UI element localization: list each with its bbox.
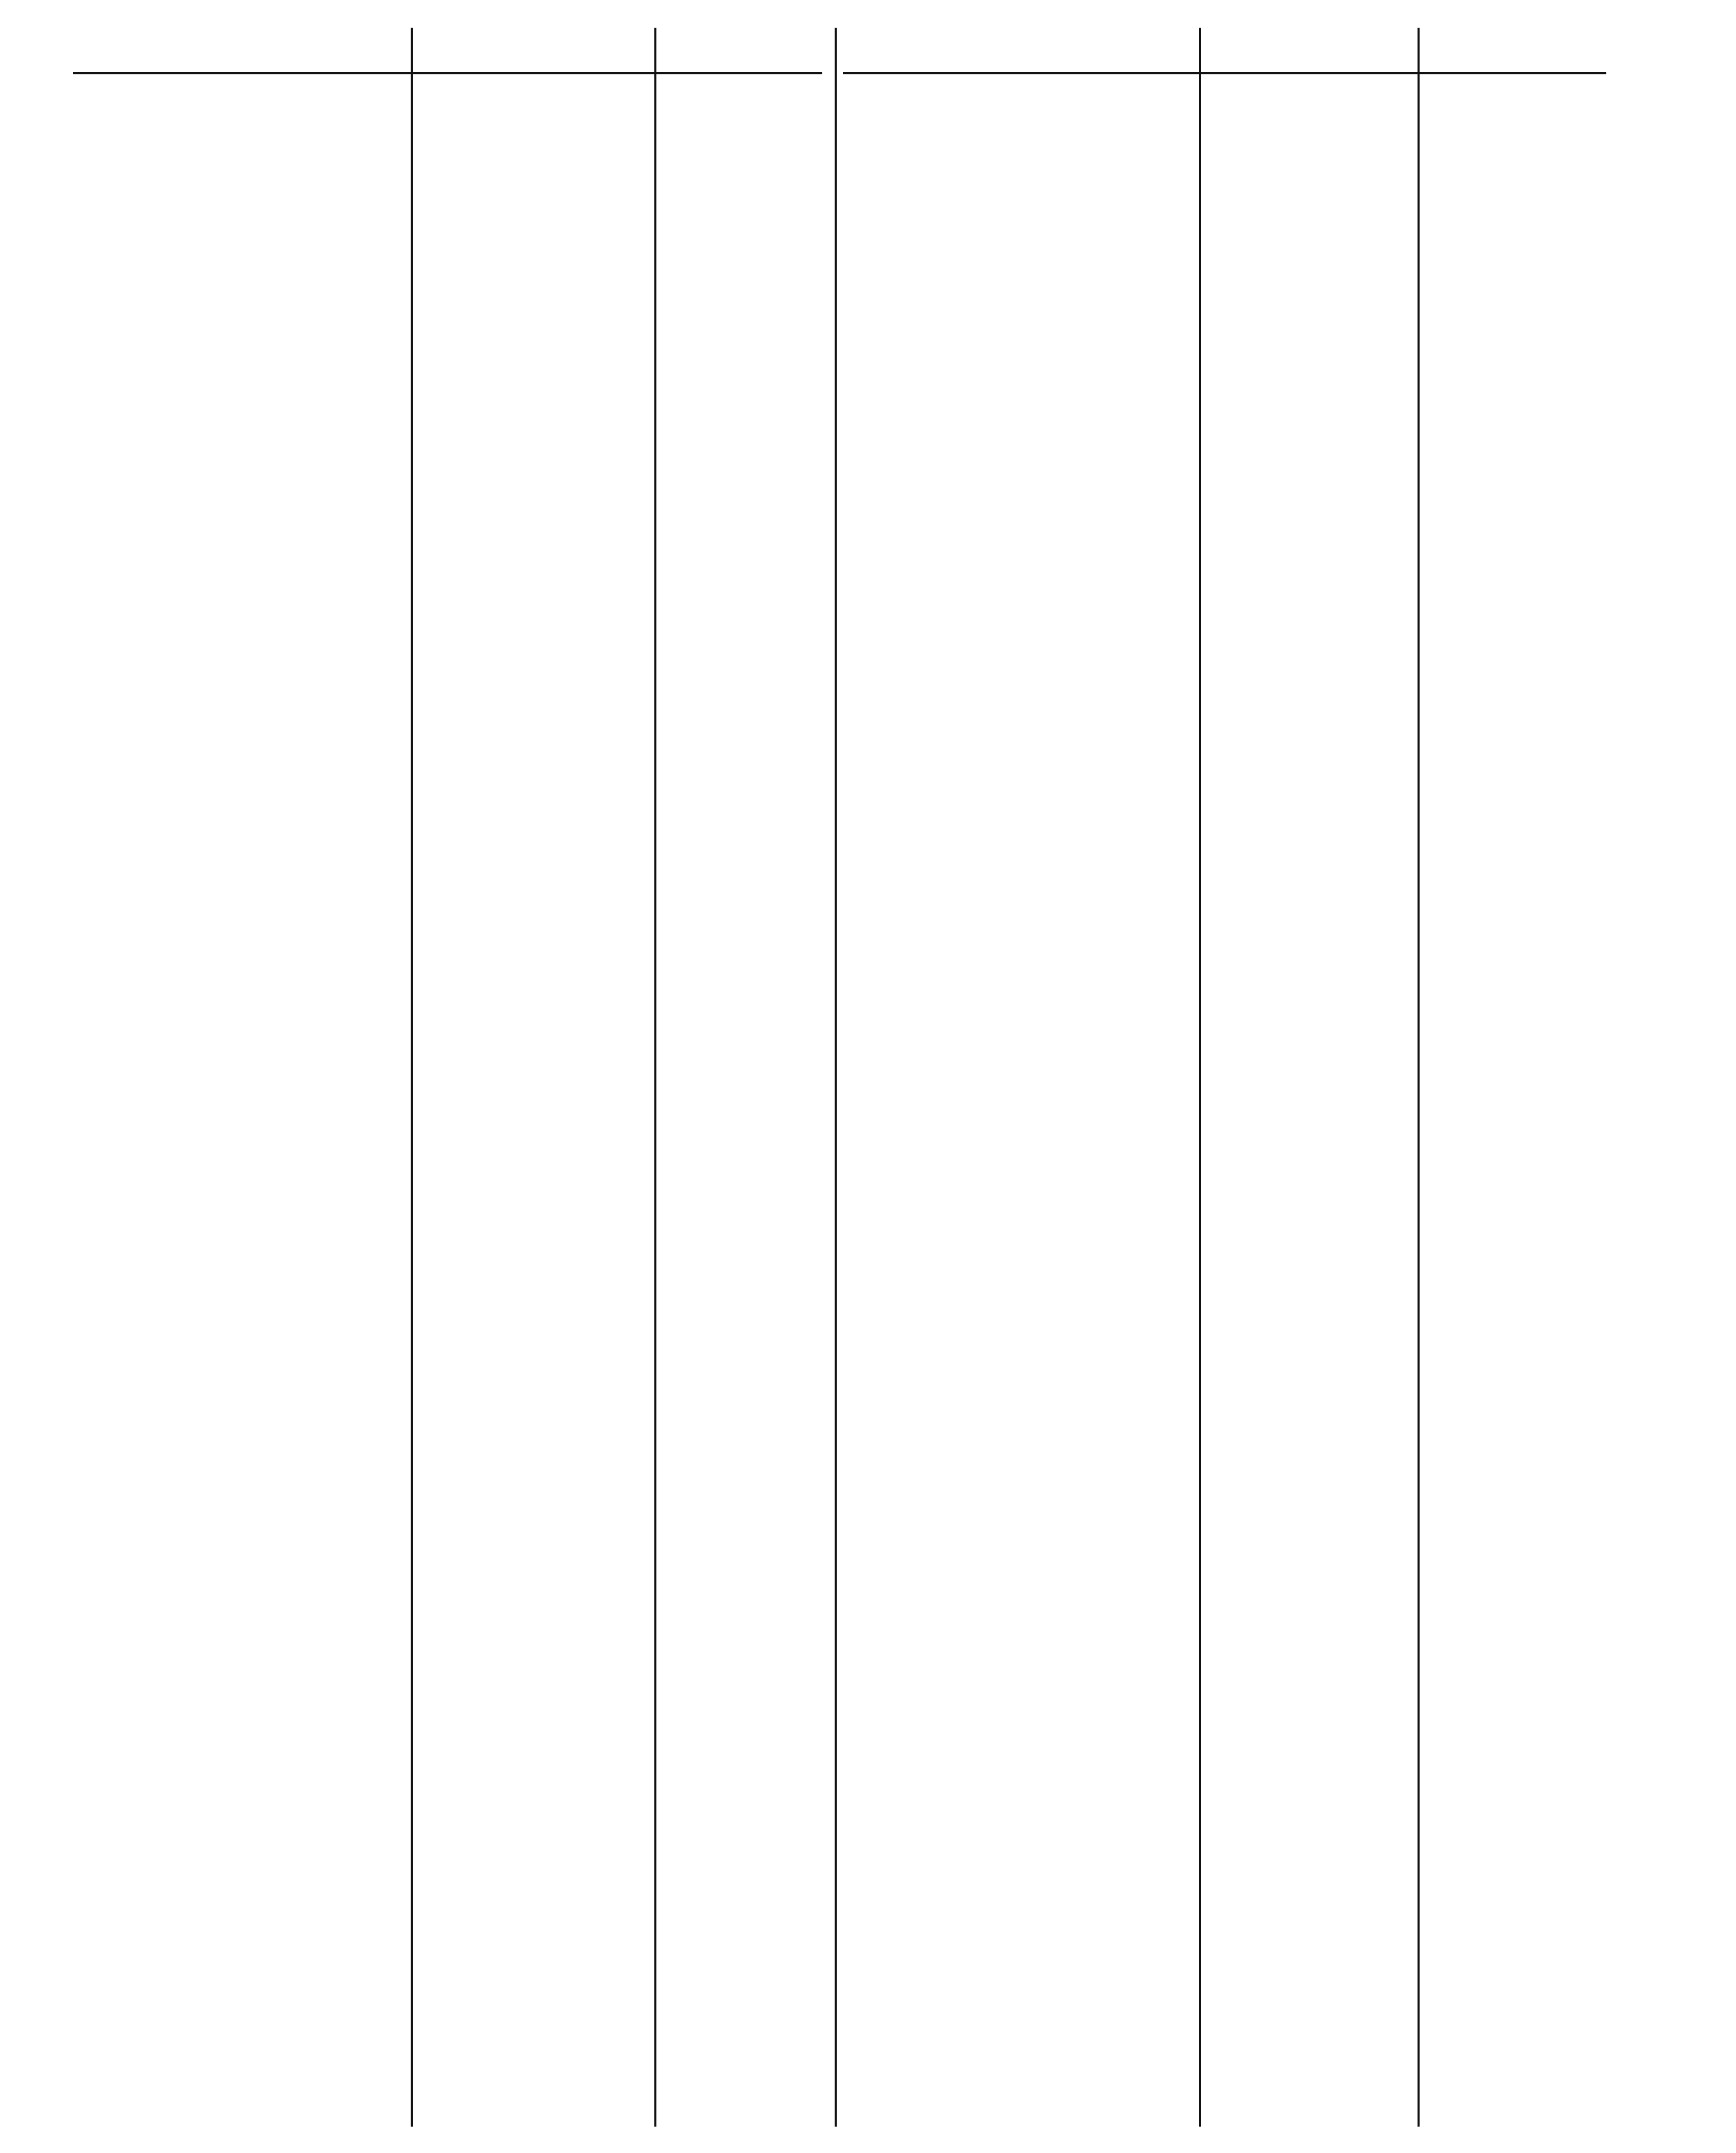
- right-header-rule: [843, 72, 1606, 74]
- col-divider-2: [654, 28, 656, 2127]
- left-header-rule: [73, 72, 822, 74]
- col-divider-5: [1418, 28, 1420, 2127]
- col-divider-4: [1199, 28, 1201, 2127]
- col-divider-1: [411, 28, 413, 2127]
- col-divider-3: [835, 28, 837, 2127]
